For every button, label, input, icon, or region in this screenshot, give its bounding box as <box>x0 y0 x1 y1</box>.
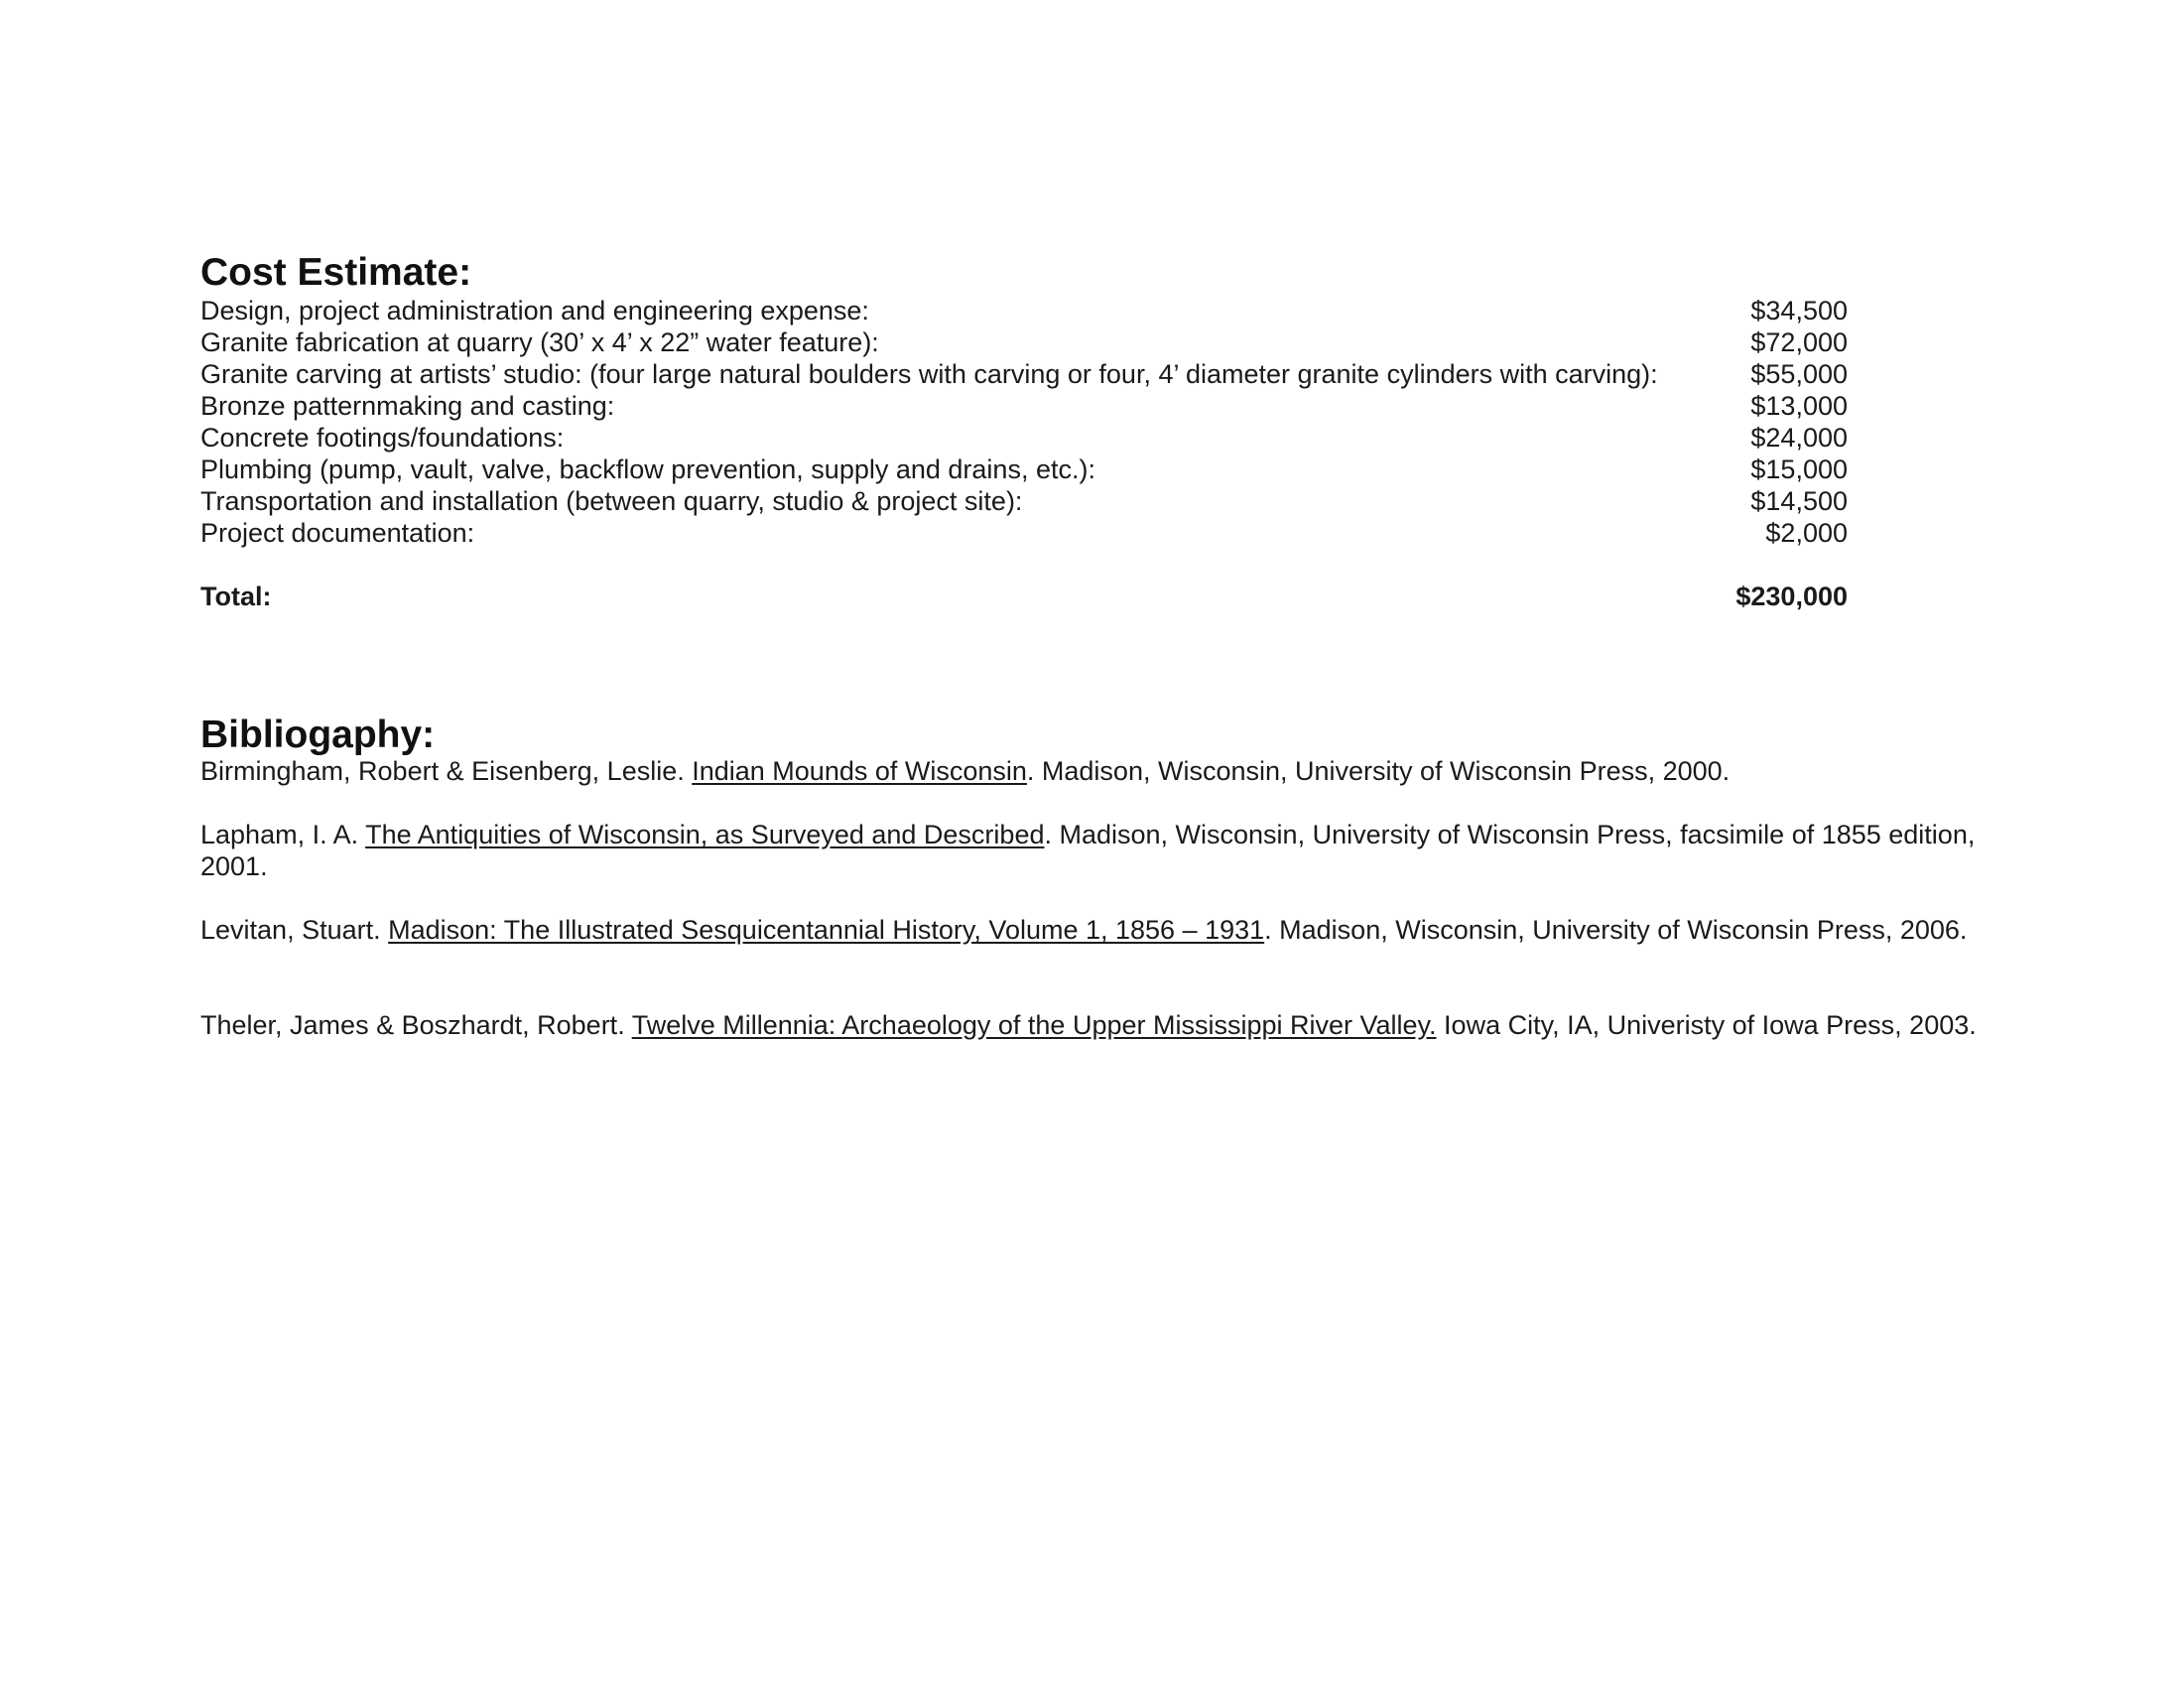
cost-item-label: Granite carving at artists’ studio: (four large natural boulders with carving or four, 4’ diameter granite cylinders with carving): <box>200 359 1658 389</box>
bib-authors: Lapham, I. A. <box>200 820 366 849</box>
cost-item-label: Transportation and installation (between quarry, studio & project site): <box>200 486 1023 516</box>
bib-publication: . Madison, Wisconsin, University of Wisconsin Press, facsimile of 1855 edition, 2001. <box>200 820 1976 881</box>
cost-item-label: Bronze patternmaking and casting: <box>200 391 615 421</box>
bib-publication: . Madison, Wisconsin, University of Wisconsin Press, 2000. <box>1026 756 1731 786</box>
cost-total-amount: $230,000 <box>1735 582 1848 611</box>
bib-authors: Levitan, Stuart. <box>200 915 389 945</box>
bib-publication: Iowa City, IA, Univeristy of Iowa Press, 2003. <box>1436 1010 1977 1040</box>
bib-title: Indian Mounds of Wisconsin <box>692 756 1027 786</box>
bib-authors: Birmingham, Robert & Eisenberg, Leslie. <box>200 756 693 786</box>
cost-item-label: Granite fabrication at quarry (30’ x 4’ x 22” water feature): <box>200 327 879 357</box>
cost-estimate-table <box>200 295 1848 549</box>
cost-row <box>200 422 1848 454</box>
cost-item-amount: $24,000 <box>1750 423 1848 453</box>
bib-title: The Antiquities of Wisconsin, as Surveyed and Described <box>365 820 1045 849</box>
bibliography-entry <box>200 819 2006 882</box>
cost-item-label: Design, project administration and engineering expense: <box>200 296 869 325</box>
cost-item-amount: $13,000 <box>1750 391 1848 421</box>
bib-title: Twelve Millennia: Archaeology of the Upper Mississippi River Valley. <box>631 1010 1437 1040</box>
cost-item-label: Plumbing (pump, vault, valve, backflow prevention, supply and drains, etc.): <box>200 454 1095 484</box>
bibliography-entry <box>200 914 2006 946</box>
bib-title: Madison: The Illustrated Sesquicentannial History, Volume 1, 1856 – 1931 <box>388 915 1265 945</box>
cost-item-amount: $55,000 <box>1750 359 1848 389</box>
cost-row <box>200 454 1848 485</box>
cost-item-amount: $2,000 <box>1765 518 1848 548</box>
cost-item-label: Project documentation: <box>200 518 475 548</box>
cost-item-amount: $14,500 <box>1750 486 1848 516</box>
cost-row <box>200 358 1848 390</box>
cost-estimate-heading: Cost Estimate: <box>200 251 472 294</box>
bib-publication: . Madison, Wisconsin, University of Wisconsin Press, 2006. <box>1264 915 1968 945</box>
cost-row <box>200 390 1848 422</box>
cost-total-label: Total: <box>200 582 272 611</box>
cost-item-amount: $34,500 <box>1750 296 1848 325</box>
cost-row <box>200 485 1848 517</box>
cost-item-label: Concrete footings/foundations: <box>200 423 565 453</box>
cost-total-row <box>200 581 1848 612</box>
cost-row <box>200 517 1848 549</box>
cost-item-amount: $15,000 <box>1750 454 1848 484</box>
bibliography-entry <box>200 1009 2006 1041</box>
bib-authors: Theler, James & Boszhardt, Robert. <box>200 1010 632 1040</box>
bibliography-heading: Bibliogaphy: <box>200 714 436 756</box>
cost-item-amount: $72,000 <box>1750 327 1848 357</box>
cost-row <box>200 295 1848 326</box>
cost-row <box>200 326 1848 358</box>
bibliography-entry <box>200 755 2006 787</box>
